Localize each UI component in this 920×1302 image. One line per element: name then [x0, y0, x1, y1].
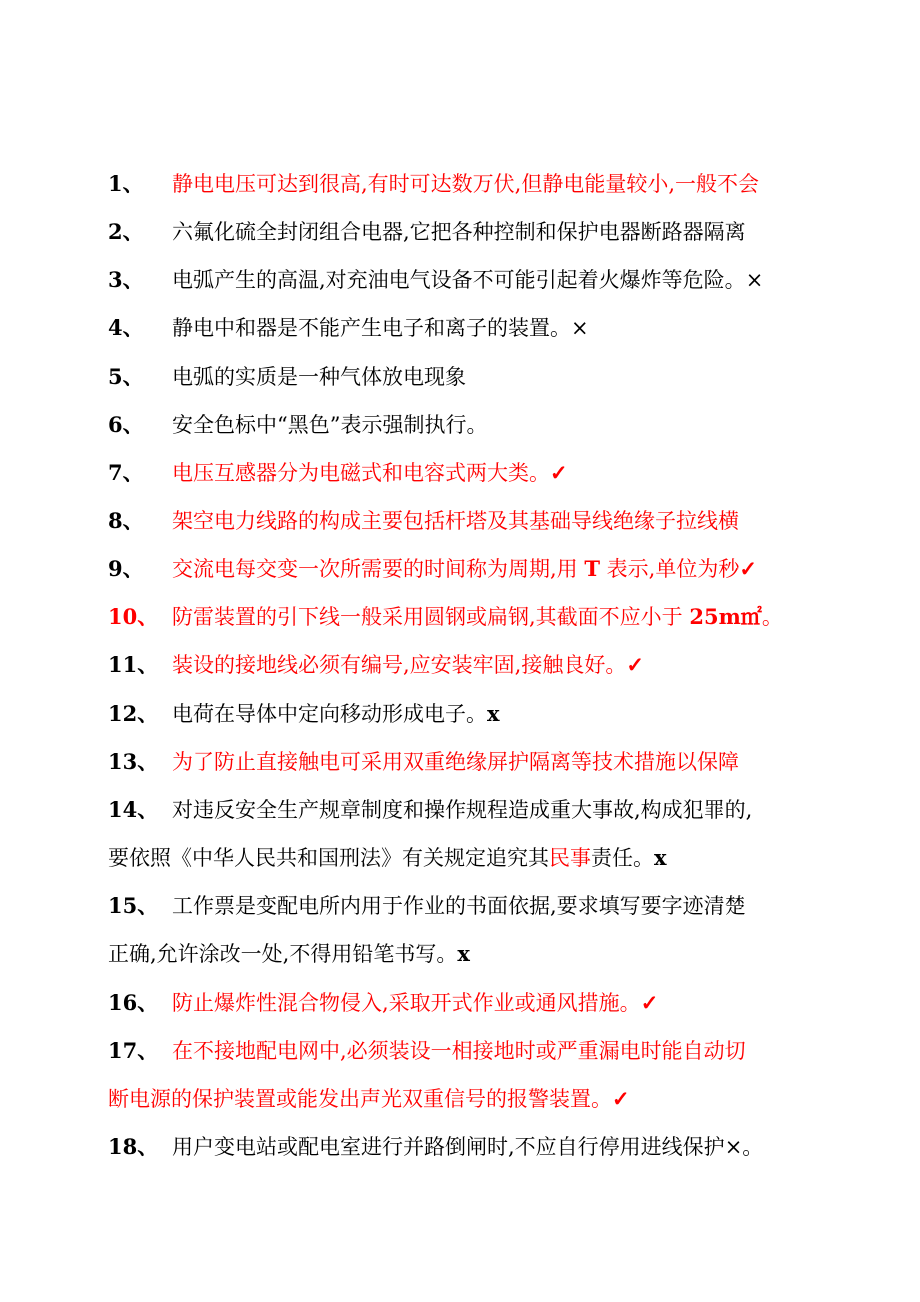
item-text-wrap: [172, 453, 568, 493]
check-mark: ✓: [626, 652, 644, 677]
item-15-continued: [0, 934, 920, 974]
item-number: 14、: [108, 797, 159, 822]
item-7: [0, 453, 920, 493]
item-text-wrap: [108, 1079, 630, 1119]
item-text: 对违反安全生产规章制度和操作规程造成重大事故,构成犯罪的,: [172, 798, 753, 822]
item-number: 11、: [108, 652, 159, 677]
item-number: 17、: [108, 1038, 159, 1063]
item-number: 15、: [108, 893, 159, 918]
item-17-continued: [0, 1079, 920, 1119]
cross-mark: x: [487, 701, 500, 726]
item-text: 防雷装置的引下线一般采用圆钢或扁钢,其截面不应小于: [172, 605, 690, 629]
item-text-wrap: [172, 549, 757, 589]
item-text-wrap: [172, 597, 783, 637]
item-10: [0, 597, 920, 637]
item-text: 装设的接地线必须有编号,应安装牢固,接触良好。: [172, 653, 627, 677]
item-text: 表示,单位为秒: [600, 557, 740, 581]
item-number: 18、: [108, 1134, 159, 1159]
check-mark: ✓: [550, 460, 568, 485]
item-text: 正确,允许涂改一处,不得用铅笔书写。: [108, 942, 458, 966]
item-17: [0, 1031, 920, 1071]
item-text: 架空电力线路的构成主要包括杆塔及其基础导线绝缘子拉线横: [172, 509, 739, 533]
item-text: 要依照《中华人民共和国刑法》有关规定追究其: [108, 846, 549, 870]
item-text: 断电源的保护装置或能发出声光双重信号的报警装置。: [108, 1087, 612, 1111]
item-number: 4、: [108, 315, 144, 340]
item-text-wrap: [172, 260, 763, 300]
item-text-wrap: [172, 1127, 763, 1167]
item-8: [0, 501, 920, 541]
item-text: 交流电每交变一次所需要的时间称为周期,用: [172, 557, 585, 581]
item-text: 电压互感器分为电磁式和电容式两大类。: [172, 461, 550, 485]
item-number: 7、: [108, 460, 144, 485]
item-number: 13、: [108, 749, 159, 774]
item-number: 8、: [108, 508, 144, 533]
item-number: 9、: [108, 556, 144, 581]
item-number: 3、: [108, 267, 144, 292]
item-text-wrap: [172, 983, 658, 1023]
item-text: 静电电压可达到很高,有时可达数万伏,但静电能量较小,一般不会: [172, 172, 760, 196]
highlighted-word: 民事: [549, 846, 591, 870]
check-mark: ✓: [640, 990, 659, 1015]
item-15: [0, 886, 920, 926]
item-9: [0, 549, 920, 589]
item-text-wrap: [172, 645, 644, 685]
item-11: [0, 645, 920, 685]
item-text-wrap: [108, 838, 667, 878]
item-6: [0, 405, 920, 445]
item-13: [0, 742, 920, 782]
item-text: 电荷在导体中定向移动形成电子。: [172, 702, 487, 726]
item-text-wrap: [172, 694, 500, 734]
item-number: 2、: [108, 219, 144, 244]
item-1: [0, 164, 920, 204]
item-4: [0, 308, 920, 348]
item-14: [0, 790, 920, 830]
item-3: [0, 260, 920, 300]
item-14-continued: [0, 838, 920, 878]
item-text: 用户变电站或配电室进行并路倒闸时,不应自行停用进线保护: [172, 1135, 725, 1159]
item-text: 。: [761, 605, 783, 629]
item-text: 在不接地配电网中,必须装设一相接地时或严重漏电时能自动切: [172, 1039, 746, 1063]
cross-mark: ×: [745, 268, 764, 292]
item-text-wrap: [172, 308, 589, 348]
item-5: [0, 357, 920, 397]
cross-mark: x: [654, 845, 667, 870]
item-16: [0, 983, 920, 1023]
item-text: 电弧的实质是一种气体放电现象: [172, 365, 466, 389]
item-text-tail: 。: [742, 1135, 764, 1159]
item-text-wrap: [108, 934, 470, 974]
check-mark: ✓: [739, 556, 757, 581]
item-text: 静电中和器是不能产生电子和离子的装置。: [172, 316, 571, 340]
item-number: 16、: [108, 990, 159, 1015]
item-18: [0, 1127, 920, 1167]
cross-mark: x: [457, 941, 470, 966]
item-number: 12、: [108, 701, 159, 726]
item-text: 电弧产生的高温,对充油电气设备不可能引起着火爆炸等危险。: [172, 268, 746, 292]
cross-mark: ×: [571, 316, 589, 340]
check-mark: ✓: [612, 1086, 630, 1111]
item-text: 安全色标中“黑色”表示强制执行。: [172, 413, 488, 437]
item-text-symbol: T: [584, 556, 600, 581]
item-text: 责任。: [591, 846, 654, 870]
item-number: 10、: [108, 604, 159, 629]
item-text: 防止爆炸性混合物侵入,采取开式作业或通风措施。: [172, 991, 641, 1015]
item-number: 5、: [108, 364, 144, 389]
item-text: 六氟化硫全封闭组合电器,它把各种控制和保护电器断路器隔离: [172, 220, 746, 244]
item-text: 为了防止直接触电可采用双重绝缘屏护隔离等技术措施以保障: [172, 750, 739, 774]
cross-mark: ×: [724, 1135, 743, 1159]
item-2: [0, 212, 920, 252]
item-text-value: 25m㎡: [689, 604, 762, 629]
item-number: 1、: [108, 171, 144, 196]
item-text: 工作票是变配电所内用于作业的书面依据,要求填写要字迹清楚: [172, 894, 746, 918]
item-number: 6、: [108, 412, 144, 437]
item-12: [0, 694, 920, 734]
